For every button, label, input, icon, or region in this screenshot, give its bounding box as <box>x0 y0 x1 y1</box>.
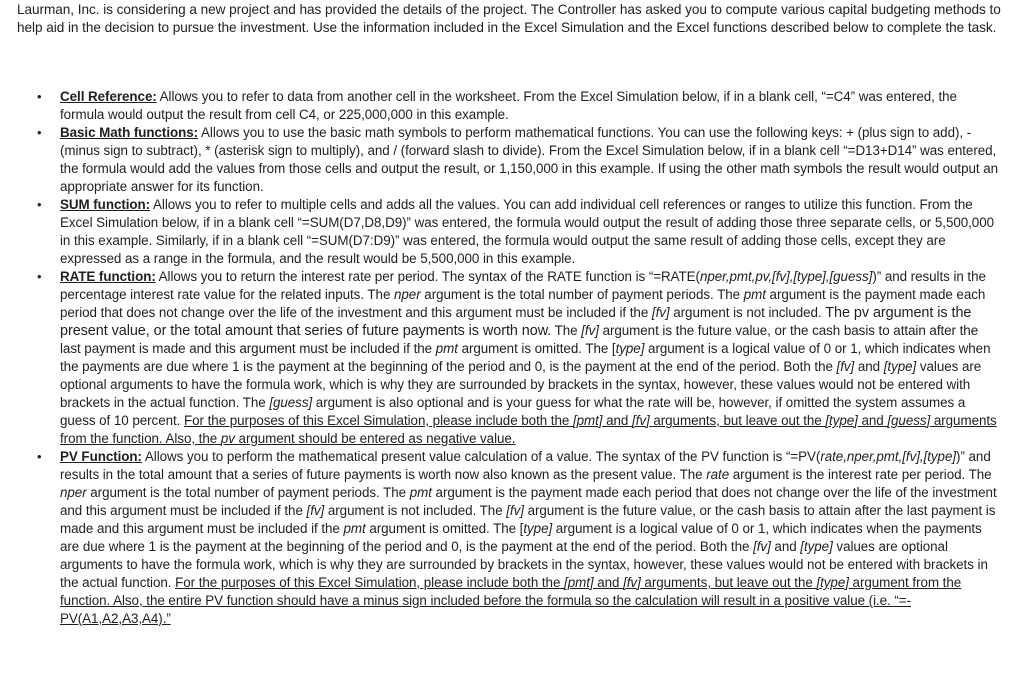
bullet-icon: • <box>37 449 42 464</box>
pv-instruction-text: For the purposes of this Excel Simulation, please include both the <box>175 575 565 590</box>
rate-arg: pmt <box>743 287 766 302</box>
rate-text: argument is a logical value of 0 or 1, which indicates when the payments are due where 1 is the payment at the beginning of the period and 0, is the payment at the end of the period. Both the <box>60 341 991 374</box>
rate-text: argument is omitted. The [ <box>457 341 616 356</box>
pv-instruction-text: argument from the function. Also, the entire PV function should have a minus sign included before the formula so the calculation will result in a positive value (i.e. “=-PV(A1,A2,A3,A4).” <box>60 575 962 626</box>
rate-text: argument is the future value, or the cash basis to attain after the last payment is made and this argument must be included if the <box>60 323 979 356</box>
rate-text: argument is the total number of payment periods. The <box>420 287 744 302</box>
rate-instruction <box>60 413 997 446</box>
pv-text: argument is the future value, or the cash basis to attain after the last payment is made and this argument must be included if the <box>60 503 996 536</box>
pv-text: and <box>770 539 801 554</box>
pv-arg: [fv] <box>623 575 641 590</box>
list-item-rate <box>0 268 1024 448</box>
desc-cell-reference: Allows you to refer to data from another cell in the worksheet. From the Excel Simulation below, if in a blank cell, “=C4” was entered, the formula would output the result from cell C4, or 225,000,000 in this example. <box>60 89 957 122</box>
rate-instruction-text: and <box>857 413 888 428</box>
pv-text: argument is the total number of payment periods. The <box>86 485 410 500</box>
pv-text: Allows you to perform the mathematical present value calculation of a value. The syntax of the PV function is “=PV( <box>141 449 821 464</box>
pv-text: argument is the interest rate per period. The <box>729 467 992 482</box>
pv-text: argument is omitted. The [ <box>365 521 524 536</box>
pv-arg: [fv] <box>753 539 771 554</box>
pv-arg: [pmt] <box>564 575 594 590</box>
pv-arg: [type] <box>816 575 849 590</box>
rate-arg: [type] <box>825 413 858 428</box>
term-cell-reference: Cell Reference: <box>60 89 157 104</box>
rate-arg: [guess] <box>887 413 931 428</box>
term-pv: PV Function: <box>60 449 142 464</box>
pv-text: argument is a logical value of 0 or 1, which indicates when the payments are due where 1 is the payment at the beginning of the period and 0, is the payment at the end of the period. Both the <box>60 521 982 554</box>
function-list <box>0 88 1024 628</box>
pv-arg: [fv] <box>306 503 325 518</box>
bullet-icon: • <box>37 125 42 140</box>
pv-instruction-text: and <box>593 575 624 590</box>
pv-arg: pmt <box>343 521 366 536</box>
list-item-basic-math <box>0 124 1024 196</box>
pv-arg: type] <box>523 521 553 536</box>
rate-text: values are optional arguments to have the formula work, which is why they are surrounded by brackets in the syntax, however, these values would not be entered with brackets in the actual function. The <box>60 359 982 410</box>
rate-text: argument is the payment made each period that does not change over the life of the investment and this argument must be included if the <box>60 287 986 320</box>
rate-arg: type] <box>615 341 645 356</box>
pv-text: )” and results in the total amount that a series of future payments is worth now also known as the present value. The <box>60 449 991 482</box>
pv-text: values are optional arguments to have the formula work, which is why they are surrounded by brackets in the syntax, however, these values would not be entered with brackets in the actual function. <box>60 539 988 590</box>
rate-pv-sentence: The pv argument is the present value, or the total amount that series of future payments is worth now. <box>60 305 972 339</box>
pv-arg: [fv] <box>506 503 524 518</box>
term-basic-math: Basic Math functions: <box>60 125 199 140</box>
pv-text: argument is not included. The <box>324 503 507 518</box>
rate-instruction-text: For the purposes of this Excel Simulation, please include both the <box>184 413 573 428</box>
rate-instruction-text: arguments, but leave out the <box>649 413 826 428</box>
list-item-cell-reference <box>0 88 1024 124</box>
rate-arg: pmt <box>435 341 458 356</box>
rate-arg: [fv] <box>581 323 599 338</box>
desc-sum: Allows you to refer to multiple cells and adds all the values. You can add individual cell references or ranges to utilize this function. From the Excel Simulation below, if in a blank cell “=SUM(D7,D8,D9)” was entered, the formula would output the result of adding those three separate cells, or 5,500,000 in this example. Similarly, if in a blank cell “=SUM(D7:D9)” was entered, the formula would output the same result of adding those cells, except they are expressed as a range in the formula, and the result would be 5,500,000 in this example. <box>60 197 994 266</box>
bullet-icon: • <box>37 197 42 212</box>
rate-arg: [guess] <box>269 395 313 410</box>
rate-arg: [type] <box>883 359 917 374</box>
pv-text: argument is the payment made each period that does not change over the life of the investment and this argument must be included if the <box>60 485 997 518</box>
list-item-pv <box>0 448 1024 628</box>
rate-arg: pv <box>220 431 235 446</box>
rate-text: argument is also optional and is your guess for what the rate will be, however, if omitted the system assumes a guess of 10 percent. <box>60 395 966 428</box>
desc-basic-math: Allows you to use the basic math symbols to perform mathematical functions. You can use the following keys: + (plus sign to add), - (minus sign to subtract), * (asterisk sign to multiply), and / (forward slash to divide). From the Excel Simulation below, if in a blank cell “=D13+D14” was entered, the formula would add the values from those cells and output the result, or 1,150,000 in this example. If using the other math symbols the result would output an appropriate answer for its function. <box>60 125 999 194</box>
pv-arg: nper <box>60 485 87 500</box>
rate-instruction-text: arguments from the function. Also, the <box>60 413 997 446</box>
pv-arg: rate <box>706 467 730 482</box>
rate-text: and <box>854 359 884 374</box>
list-item-sum <box>0 196 1024 268</box>
rate-text: argument is not included. <box>669 305 826 320</box>
pv-instruction-text: arguments, but leave out the <box>640 575 817 590</box>
term-rate: RATE function: <box>60 269 156 284</box>
rate-instruction-text: argument should be entered as negative value. <box>234 431 516 446</box>
bullet-icon: • <box>37 269 42 284</box>
rate-text: )” and results in the percentage interest rate value for the related inputs. The <box>60 269 986 302</box>
rate-arg: [fv] <box>632 413 650 428</box>
rate-arg: nper <box>394 287 421 302</box>
rate-arg: [fv] <box>651 305 670 320</box>
intro-paragraph: Laurman, Inc. is considering a new project and has provided the details of the project. The Controller has asked you to compute various capital budgeting methods to help aid in the decision to pursue the investment. Use the information included in the Excel Simulation and the Excel functions described below to complete the task. <box>17 2 1001 35</box>
rate-text: Allows you to return the interest rate per period. The syntax of the RATE function is “=RATE( <box>155 269 700 284</box>
rate-instruction-text: and <box>602 413 633 428</box>
rate-syntax: nper,pmt,pv,[fv],[type],[guess] <box>699 269 873 284</box>
rate-arg: [fv] <box>836 359 855 374</box>
pv-syntax: rate,nper,pmt,[fv],[type] <box>820 449 957 464</box>
rate-arg: [pmt] <box>572 413 603 428</box>
pv-instruction <box>60 575 961 626</box>
pv-arg: [type] <box>800 539 833 554</box>
term-sum: SUM function: <box>60 197 151 212</box>
rate-text: The <box>551 323 582 338</box>
bullet-icon: • <box>37 89 42 104</box>
pv-arg: pmt <box>409 485 432 500</box>
